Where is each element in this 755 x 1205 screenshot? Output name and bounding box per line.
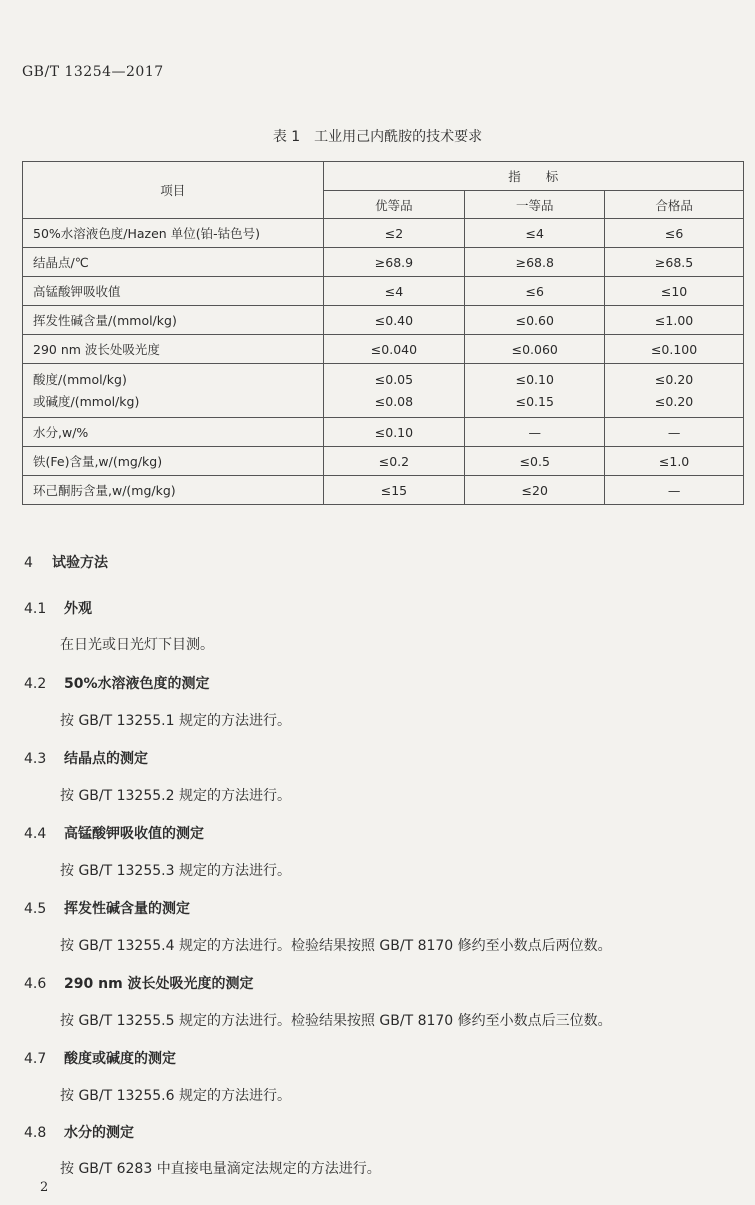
row-value: ≤0.10 — [323, 418, 465, 447]
header-grade-first: 一等品 — [465, 191, 605, 219]
table-row — [23, 219, 744, 248]
subsection-text: 按 GB/T 13255.3 规定的方法进行。 — [60, 863, 291, 879]
row-value: ≤1.00 — [605, 306, 744, 335]
subsection-heading — [24, 1048, 176, 1068]
table-caption: 工业用己内酰胺的技术要求 — [314, 129, 483, 145]
row-value: ≤0.2 — [323, 447, 465, 476]
row-item: 290 nm 波长处吸光度 — [23, 335, 324, 364]
row-item: 高锰酸钾吸收值 — [23, 277, 324, 306]
row-value: ≤1.0 — [605, 447, 744, 476]
subsection-text: 按 GB/T 13255.6 规定的方法进行。 — [60, 1088, 291, 1104]
subsection-text: 在日光或日光灯下目测。 — [60, 637, 214, 653]
table-row — [23, 364, 744, 418]
row-value — [465, 364, 605, 418]
table-row — [23, 277, 744, 306]
row-value: — — [465, 418, 605, 447]
subsection-heading — [24, 1122, 134, 1142]
row-value: ≤0.040 — [323, 335, 465, 364]
table-row — [23, 306, 744, 335]
subsection-title: 50%水溶液色度的测定 — [64, 676, 210, 692]
row-value-line: ≤0.05 — [374, 371, 414, 387]
row-value: — — [605, 476, 744, 505]
subsection-heading — [24, 898, 190, 918]
subsection-number: 4.2 — [24, 676, 47, 692]
subsection-title: 挥发性碱含量的测定 — [64, 901, 190, 917]
table-row — [23, 335, 744, 364]
section-number: 4 — [24, 555, 33, 571]
subsection-number: 4.8 — [24, 1125, 47, 1141]
row-item-line: 酸度/(mmol/kg) — [33, 371, 127, 387]
table-title — [0, 126, 755, 146]
row-item: 环己酮肟含量,w/(mg/kg) — [23, 476, 324, 505]
header-grade-premium: 优等品 — [323, 191, 465, 219]
subsection-heading — [24, 598, 92, 618]
row-value: ≤0.5 — [465, 447, 605, 476]
page-number: 2 — [40, 1180, 49, 1195]
subsection-text: 按 GB/T 13255.2 规定的方法进行。 — [60, 788, 291, 804]
row-value — [605, 364, 744, 418]
row-value-line: ≤0.15 — [515, 393, 554, 409]
subsection-title: 结晶点的测定 — [64, 751, 148, 767]
header-index: 指 标 — [323, 162, 743, 191]
row-item: 水分,w/% — [23, 418, 324, 447]
row-value: ≤2 — [323, 219, 465, 248]
row-item — [23, 364, 324, 418]
row-value: ≤20 — [465, 476, 605, 505]
subsection-heading — [24, 673, 210, 693]
row-value-line: ≤0.20 — [654, 393, 694, 409]
row-value: ≤0.060 — [465, 335, 605, 364]
header-item: 项目 — [23, 162, 324, 219]
table-number: 表 1 — [272, 129, 301, 145]
subsection-title: 外观 — [64, 601, 92, 617]
subsection-heading — [24, 973, 254, 993]
section-title: 试验方法 — [52, 555, 108, 571]
row-value: ≤6 — [605, 219, 744, 248]
subsection-title: 290 nm 波长处吸光度的测定 — [64, 976, 254, 992]
subsection-title: 水分的测定 — [64, 1125, 134, 1141]
row-value: ≤0.100 — [605, 335, 744, 364]
row-item: 挥发性碱含量/(mmol/kg) — [23, 306, 324, 335]
subsection-text: 按 GB/T 13255.5 规定的方法进行。检验结果按照 GB/T 8170 修约至小数点后三位数。 — [60, 1013, 612, 1029]
row-value-line: ≤0.10 — [515, 371, 554, 387]
subsection-number: 4.3 — [24, 751, 47, 767]
row-value: ≥68.9 — [323, 248, 465, 277]
table-row — [23, 418, 744, 447]
standard-id: GB/T 13254—2017 — [22, 64, 164, 80]
subsection-number: 4.5 — [24, 901, 47, 917]
subsection-heading — [24, 748, 148, 768]
row-value: ≤0.40 — [323, 306, 465, 335]
row-value — [323, 364, 465, 418]
row-value-line: ≤0.20 — [654, 371, 694, 387]
subsection-heading — [24, 823, 204, 843]
table-row — [23, 447, 744, 476]
subsection-text: 按 GB/T 13255.1 规定的方法进行。 — [60, 713, 291, 729]
row-value: ≤4 — [323, 277, 465, 306]
row-value: ≤0.60 — [465, 306, 605, 335]
subsection-number: 4.6 — [24, 976, 47, 992]
subsection-number: 4.1 — [24, 601, 47, 617]
row-value: ≤15 — [323, 476, 465, 505]
section-heading — [24, 552, 108, 572]
subsection-text: 按 GB/T 6283 中直接电量滴定法规定的方法进行。 — [60, 1161, 381, 1177]
row-value: ≤4 — [465, 219, 605, 248]
table-row — [23, 248, 744, 277]
row-value: — — [605, 418, 744, 447]
header-grade-qualified: 合格品 — [605, 191, 744, 219]
subsection-number: 4.4 — [24, 826, 47, 842]
subsection-title: 高锰酸钾吸收值的测定 — [64, 826, 204, 842]
row-value: ≤10 — [605, 277, 744, 306]
subsection-title: 酸度或碱度的测定 — [64, 1051, 176, 1067]
subsection-text: 按 GB/T 13255.4 规定的方法进行。检验结果按照 GB/T 8170 修约至小数点后两位数。 — [60, 938, 612, 954]
row-value: ≥68.5 — [605, 248, 744, 277]
spec-table — [22, 161, 744, 505]
row-value: ≤6 — [465, 277, 605, 306]
row-item: 50%水溶液色度/Hazen 单位(铂-钴色号) — [23, 219, 324, 248]
row-value-line: ≤0.08 — [374, 393, 414, 409]
row-item: 铁(Fe)含量,w/(mg/kg) — [23, 447, 324, 476]
subsection-number: 4.7 — [24, 1051, 47, 1067]
row-item-line: 或碱度/(mmol/kg) — [33, 393, 140, 409]
row-value: ≥68.8 — [465, 248, 605, 277]
row-item: 结晶点/℃ — [23, 248, 324, 277]
table-row — [23, 476, 744, 505]
